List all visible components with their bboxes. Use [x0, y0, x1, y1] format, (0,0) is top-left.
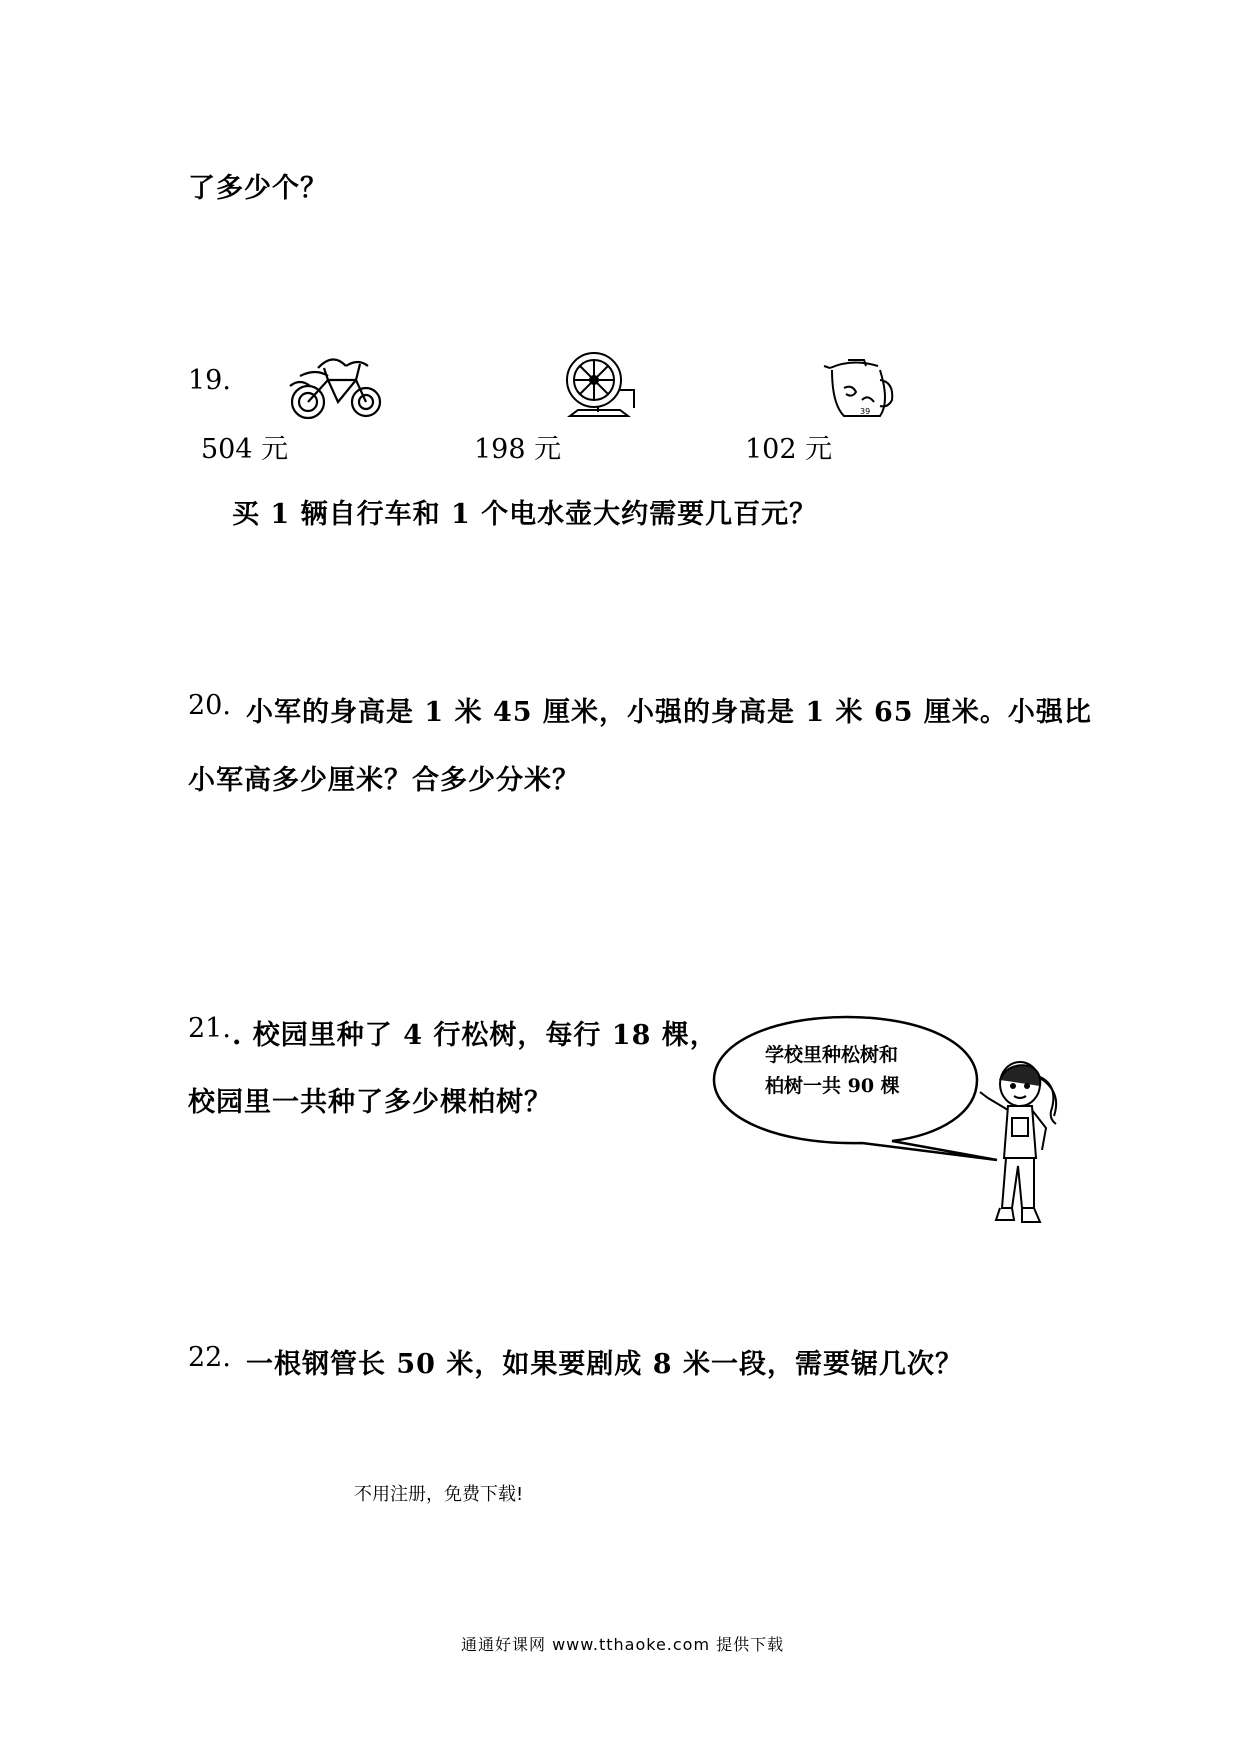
- footer-credit: 通通好课网 www.tthaoke.com 提供下载: [461, 1635, 785, 1654]
- q19-number: 19.: [188, 365, 231, 396]
- bicycle-price: 504 元: [201, 434, 289, 465]
- q21-number: 21.: [188, 1013, 231, 1044]
- q20-number: 20.: [188, 690, 231, 721]
- girl-figure-icon: [978, 1058, 1068, 1233]
- q22-number: 22.: [188, 1342, 231, 1373]
- kettle-price: 102 元: [745, 434, 833, 465]
- electric-kettle-icon: [822, 354, 902, 424]
- bubble-line2: 柏树一共 90 棵: [765, 1075, 900, 1097]
- q20-line2: 小军高多少厘米？合多少分米？: [188, 765, 580, 796]
- bubble-line1: 学校里种松树和: [765, 1044, 899, 1066]
- q19-question: 买 1 辆自行车和 1 个电水壶大约需要几百元？: [232, 499, 818, 530]
- fan-price: 198 元: [474, 434, 562, 465]
- svg-text:39: 39: [860, 407, 871, 416]
- q22-text: 一根钢管长 50 米，如果要剧成 8 米一段，需要锯几次？: [246, 1349, 963, 1380]
- q21-line1: . 校园里种了 4 行松树，每行 18 棵，: [232, 1020, 718, 1051]
- bicycle-icon: [278, 350, 388, 422]
- q20-line1: 小军的身高是 1 米 45 厘米，小强的身高是 1 米 65 厘米。小强比: [246, 697, 1092, 728]
- q18-continuation: 了多少个？: [188, 173, 328, 204]
- q21-line2: 校园里一共种了多少棵柏树？: [188, 1087, 552, 1118]
- electric-fan-icon: [558, 350, 638, 420]
- download-note: 不用注册，免费下载!: [354, 1484, 524, 1505]
